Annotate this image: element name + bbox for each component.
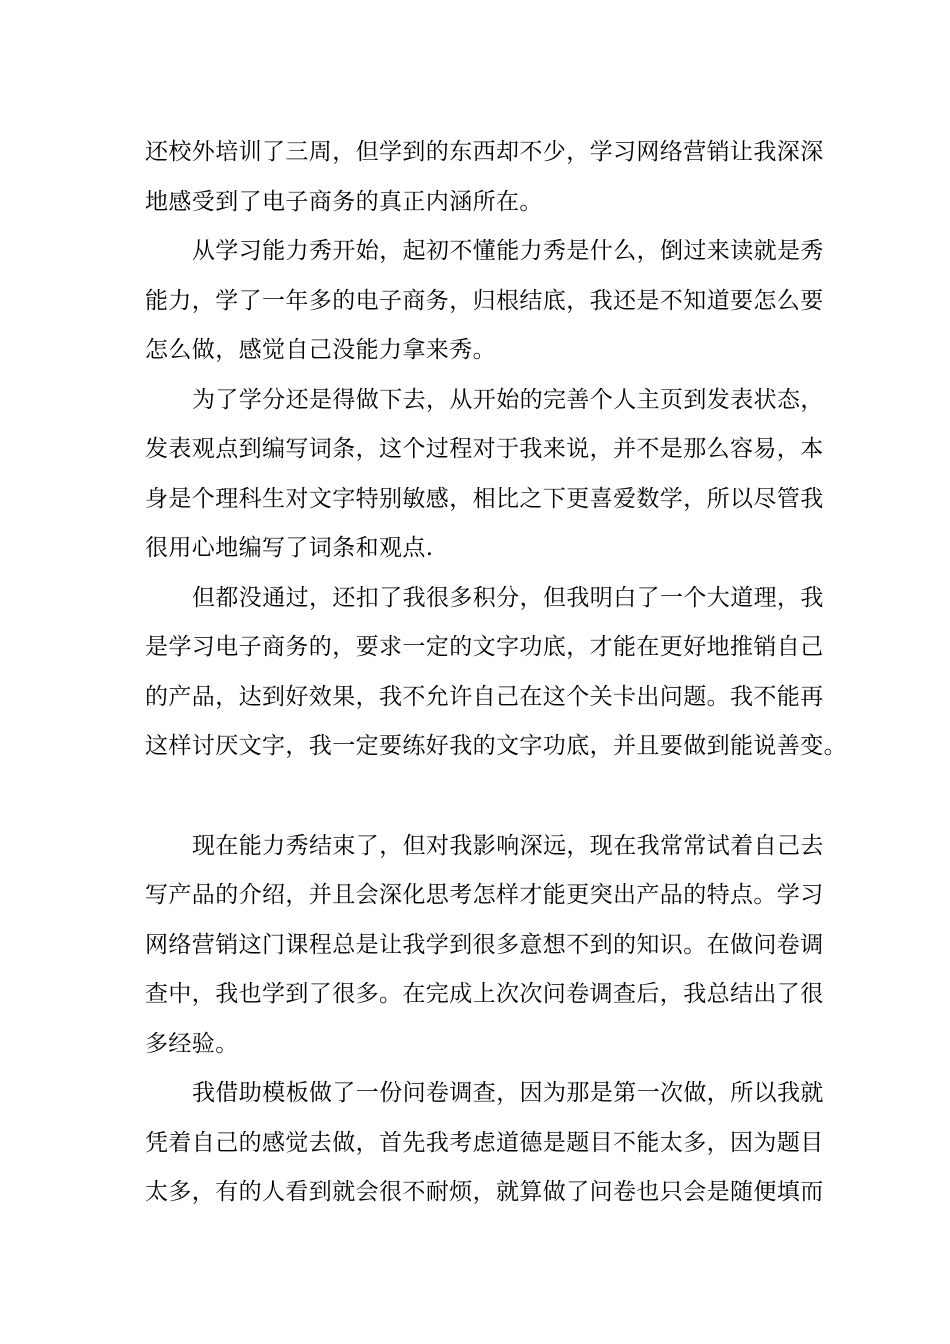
text-line: 身是个理科生对文字特别敏感，相比之下更喜爱数学，所以尽管我 <box>145 485 824 512</box>
text-line: 我借助模板做了一份问卷调查，因为那是第一次做，所以我就 <box>192 1080 824 1106</box>
text-line: 发表观点到编写词条，这个过程对于我来说，并不是那么容易，本 <box>145 436 824 462</box>
text-line: 怎么做，感觉自己没能力拿来秀。 <box>145 337 496 363</box>
text-line: 查中，我也学到了很多。在完成上次次问卷调查后，我总结出了很 <box>145 981 824 1007</box>
text-line: 还校外培训了三周，但学到的东西却不少，学习网络营销让我深深 <box>145 139 824 165</box>
text-line: 但都没通过，还扣了我很多积分，但我明白了一个大道理，我 <box>192 584 824 611</box>
text-line: 写产品的介绍，并且会深化思考怎样才能更突出产品的特点。学习 <box>145 882 824 908</box>
text-line: 的产品，达到好效果，我不允许自己在这个关卡出问题。我不能再 <box>145 683 824 710</box>
paragraph <box>145 822 824 1070</box>
paragraph <box>145 128 824 227</box>
text-line: 能力，学了一年多的电子商务，归根结底，我还是不知道要怎么要 <box>145 287 824 314</box>
paragraph <box>145 1069 824 1218</box>
text-line: 地感受到了电子商务的真正内涵所在。 <box>145 188 543 215</box>
text-line: 现在能力秀结束了，但对我影响深远，现在我常常试着自己去 <box>192 832 824 859</box>
text-line: 这样讨厌文字，我一定要练好我的文字功底，并且要做到能说善变。 <box>145 733 847 759</box>
document-body <box>145 128 847 1218</box>
text-line: 为了学分还是得做下去，从开始的完善个人主页到发表状态， <box>192 386 824 413</box>
text-line: 太多，有的人看到就会很不耐烦，就算做了问卷也只会是随便填而 <box>145 1179 824 1205</box>
text-line: 多经验。 <box>145 1030 239 1057</box>
text-line: 从学习能力秀开始，起初不懂能力秀是什么，倒过来读就是秀 <box>192 238 824 264</box>
text-line: 凭着自己的感觉去做，首先我考虑道德是题目不能太多，因为题目 <box>145 1129 824 1156</box>
paragraph <box>145 227 824 376</box>
paragraph-gap <box>145 772 815 822</box>
paragraph <box>145 376 824 574</box>
text-line: 很用心地编写了词条和观点. <box>145 535 434 561</box>
text-line: 是学习电子商务的，要求一定的文字功底，才能在更好地推销自己 <box>145 634 824 660</box>
text-line: 网络营销这门课程总是让我学到很多意想不到的知识。在做问卷调 <box>145 931 824 958</box>
paragraph <box>145 574 847 772</box>
